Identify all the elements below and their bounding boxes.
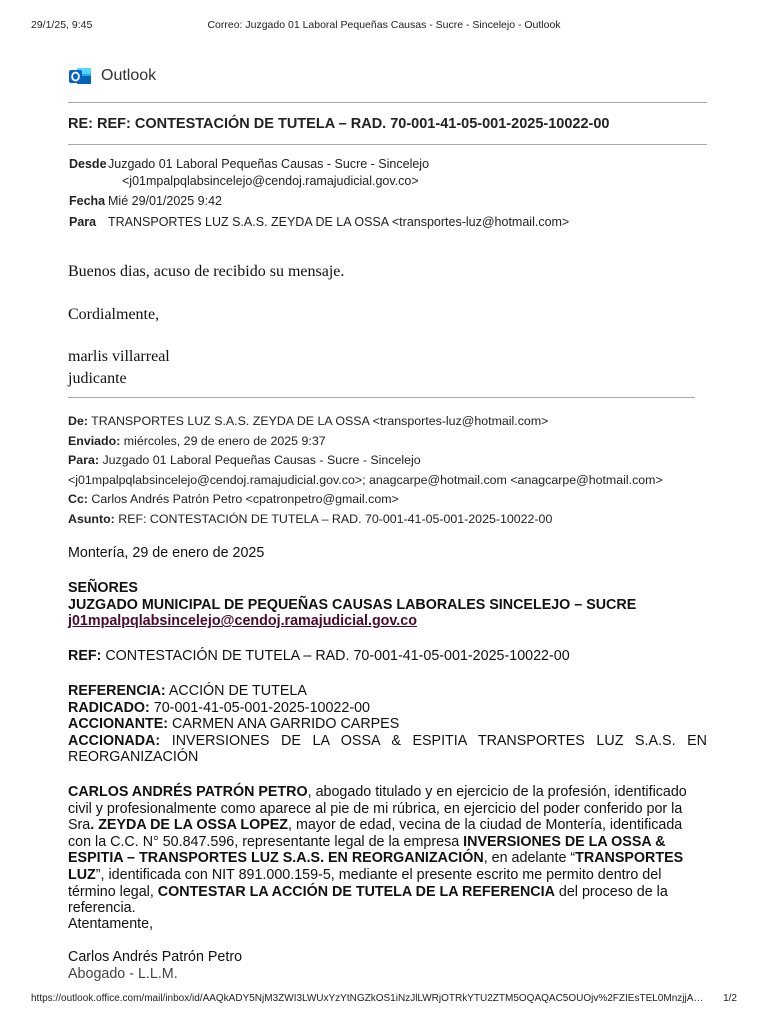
addressee-email-link[interactable]: j01mpalpqlabsincelejo@cendoj.ramajudicial.gov.co (68, 613, 417, 630)
fwd-para-label: Para: (68, 453, 99, 467)
fwd-cc-label: Cc: (68, 492, 88, 506)
ref-label: REF: (68, 648, 102, 664)
fwd-asunto: REF: CONTESTACIÓN DE TUTELA – RAD. 70-001-41-05-001-2025-10022-00 (114, 511, 553, 526)
fwd-enviado-row (68, 432, 663, 452)
fwd-de-row (68, 412, 663, 432)
p1-text-3: , en adelante “ (483, 850, 576, 867)
p1-bold-1: CARLOS ANDRÉS PATRÓN PETRO (68, 784, 308, 800)
reply-signature-role: judicante (68, 370, 127, 387)
accionada-label: ACCIONADA: (68, 732, 161, 749)
p1-text-1: , abogado titulado y en ejercicio de la profesión, identificado civil y profesionalmente como aparece al pie de mi rúbrica, en ejercicio del poder conferido por la Sra (68, 784, 687, 834)
fwd-cc[interactable]: Carlos Andrés Patrón Petro <cpatronpetro@gmail.com> (87, 492, 399, 506)
reply-closing: Cordialmente, (68, 306, 160, 323)
addressee-line-1: SEÑORES (68, 580, 138, 596)
letter-farewell: Atentamente, (68, 916, 154, 932)
forwarded-header (68, 412, 663, 529)
fwd-enviado: miércoles, 29 de enero de 2025 9:37 (120, 433, 326, 448)
fwd-asunto-label: Asunto: (68, 511, 115, 526)
letter-ref (68, 648, 707, 665)
referencia-value: ACCIÓN DE TUTELA (165, 683, 307, 699)
fwd-para[interactable]: Juzgado 01 Laboral Pequeñas Causas - Sucre - Sincelejo (99, 453, 421, 467)
fwd-enviado-label: Enviado: (68, 433, 121, 448)
letter-signer-title: Abogado - L.L.M. (68, 966, 178, 982)
ref-value: CONTESTACIÓN DE TUTELA – RAD. 70-001-41-05-001-2025-10022-00 (101, 648, 570, 664)
from-name[interactable]: Juzgado 01 Laboral Pequeñas Causas - Sucre - Sincelejo (108, 157, 430, 171)
letter-paragraph (68, 784, 707, 917)
accionante-value: CARMEN ANA GARRIDO CARPES (168, 716, 400, 733)
fwd-cc-row (68, 490, 663, 510)
p1-text-2: , mayor de edad, vecina de la ciudad de Montería, identificada con la C.C. N° 50.847.596, representante legal de la empresa (68, 817, 683, 850)
divider (68, 144, 707, 145)
reply-greeting: Buenos dias, acuso de recibido su mensaje. (68, 263, 345, 280)
date-value: Mié 29/01/2025 9:42 (108, 194, 222, 208)
fwd-asunto-row (68, 510, 663, 530)
p1-text-5: del proceso de la referencia. (68, 883, 668, 917)
app-name: Outlook (101, 67, 157, 84)
from-label: Desde (69, 157, 107, 171)
fwd-de-label: De: (68, 414, 88, 428)
accionada-value: INVERSIONES DE LA OSSA & ESPITIA TRANSPORTES LUZ S.A.S. EN REORGANIZACIÓN (68, 732, 707, 766)
fwd-de[interactable]: TRANSPORTES LUZ S.A.S. ZEYDA DE LA OSSA <transportes-luz@hotmail.com> (87, 414, 549, 428)
print-url: https://outlook.office.com/mail/inbox/id/AAQkADY5NjM3ZWI3LWUxYzYtNGZkOS1iNzJlLWRjOTRkYTU2ZTM5OQAQAC5OUOjv%2FZIEsTEL0MnzjjA… (31, 993, 704, 1004)
reply-signature-name: marlis villarreal (68, 348, 170, 365)
print-datetime: 29/1/25, 9:45 (31, 19, 93, 31)
p1-bold-2: . ZEYDA DE LA OSSA LOPEZ (90, 817, 289, 834)
p1-bold-4: TRANSPORTES LUZ (68, 850, 684, 883)
divider (68, 102, 707, 103)
letter-addressee (68, 580, 707, 630)
outlook-logo-icon (68, 64, 92, 88)
email-subject: RE: REF: CONTESTACIÓN DE TUTELA – RAD. 70-001-41-05-001-2025-10022-00 (68, 116, 610, 132)
p1-text-4: ”, identificada con NIT 891.000.159-5, mediante el presente escrito me permito dentro del término legal, (68, 866, 662, 900)
to-label: Para (69, 215, 97, 229)
radicado-value: 70-001-41-05-001-2025-10022-00 (149, 699, 370, 716)
from-email[interactable]: <j01mpalpqlabsincelejo@cendoj.ramajudicial.gov.co> (122, 174, 419, 188)
addressee-line-2: JUZGADO MUNICIPAL DE PEQUEÑAS CAUSAS LABORALES SINCELEJO – SUCRE (68, 596, 637, 613)
to-value[interactable]: TRANSPORTES LUZ S.A.S. ZEYDA DE LA OSSA <transportes-luz@hotmail.com> (108, 215, 570, 229)
letter-signer: Carlos Andrés Patrón Petro (68, 949, 243, 965)
p1-bold-3: INVERSIONES DE LA OSSA & ESPITIA – TRANSPORTES LUZ S.A.S. EN REORGANIZACIÓN (68, 833, 666, 867)
fwd-para-row-2[interactable]: <j01mpalpqlabsincelejo@cendoj.ramajudicial.gov.co>; anagcarpe@hotmail.com <anagcarpe@hotmail.com> (68, 472, 663, 487)
referencia-label: REFERENCIA: (68, 683, 166, 699)
date-label: Fecha (69, 194, 106, 208)
print-title: Correo: Juzgado 01 Laboral Pequeñas Causas - Sucre - Sincelejo - Outlook (207, 19, 561, 31)
divider (68, 397, 695, 398)
fwd-para-row (68, 451, 663, 471)
outlook-brand (68, 64, 156, 88)
letter-place-date: Montería, 29 de enero de 2025 (68, 545, 265, 561)
p1-bold-5: CONTESTAR LA ACCIÓN DE TUTELA DE LA REFERENCIA (157, 883, 555, 900)
letter-case-info (68, 683, 707, 766)
accionante-label: ACCIONANTE: (68, 716, 169, 733)
radicado-label: RADICADO: (68, 699, 150, 716)
print-page-number: 1/2 (723, 993, 737, 1004)
